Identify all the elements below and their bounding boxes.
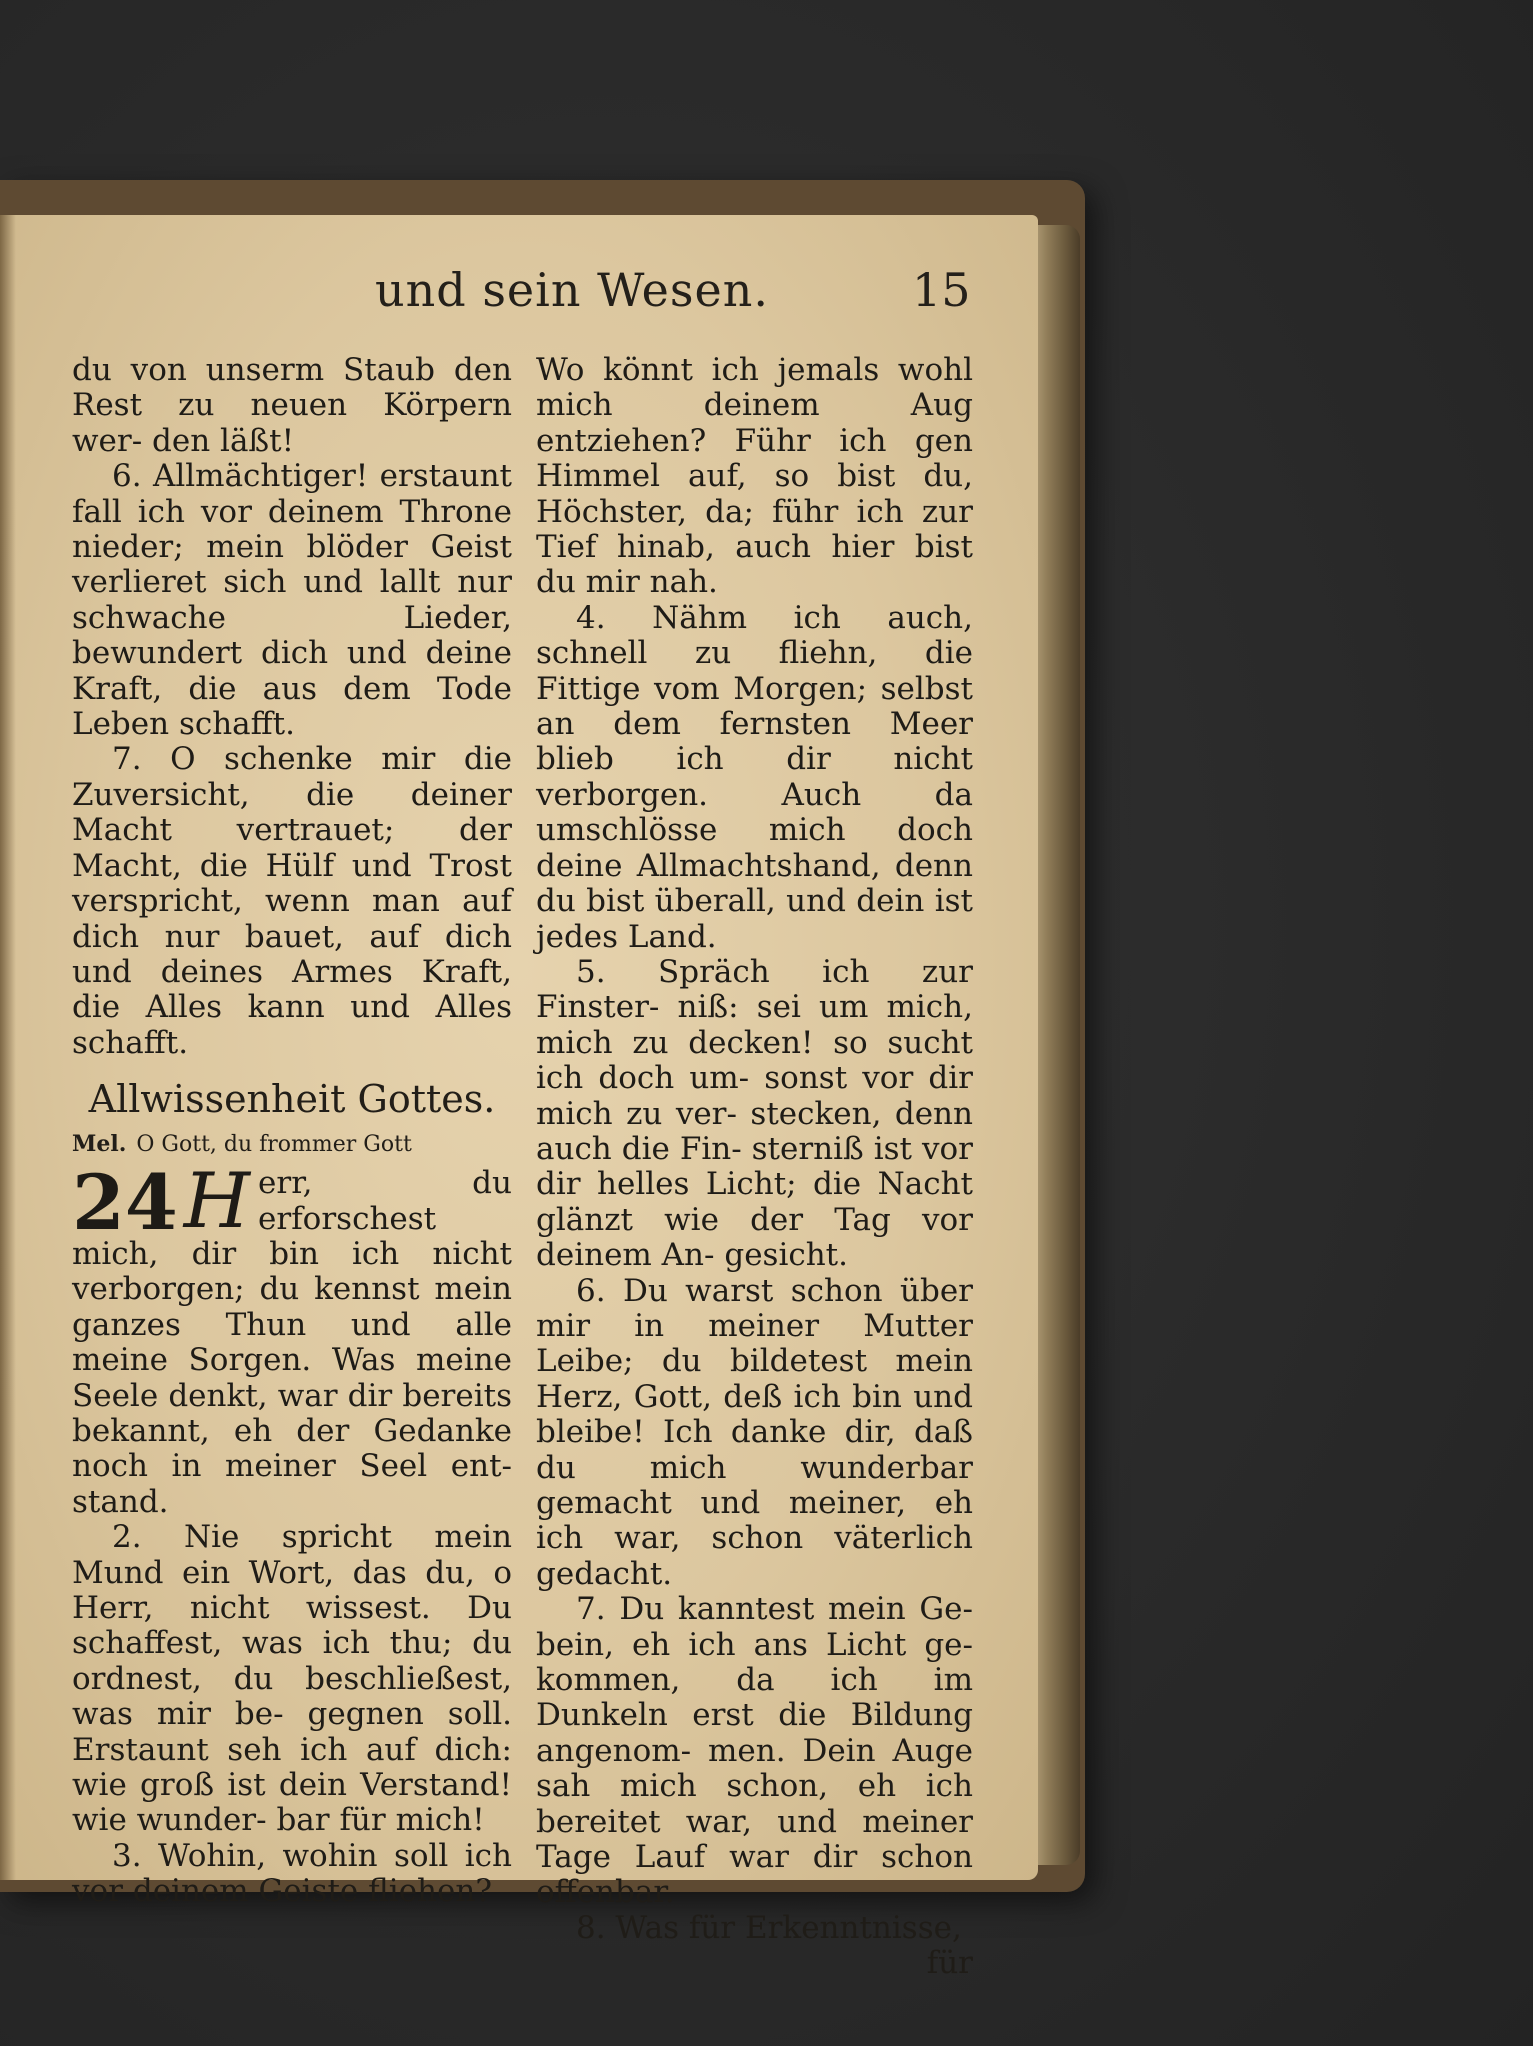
- verse-6: 6. Allmächtiger! erstaunt fall ich vor deinem Throne nieder; mein blöder Geist verlieret sich und lallt nur schwache Lieder, bewundert dich und deine Kraft, die aus dem Tode Leben schafft.: [72, 458, 512, 743]
- hymn-verse-3-continuation: Wo könnt ich jemals wohl mich deinem Aug entziehen? Führ ich gen Himmel auf, so bist du, Höchster, da; führ ich zur Tief hinab, auch hier bist du mir nah.: [536, 352, 973, 601]
- catchword: für: [926, 1945, 973, 1982]
- page-gutter: [0, 215, 16, 1880]
- section-heading: Allwissenheit Gottes.: [88, 1077, 496, 1122]
- hymn-verse-3: 3. Wohin, wohin soll ich vor deinem Geiste fliehen?: [72, 1837, 512, 1910]
- hymn-verse-1-text: err, du erforschest mich, dir bin ich nicht verborgen; du kennst mein ganzes Thun und alle meine Sorgen. Was meine Seele denkt, war dir bereits bekannt, eh der Gedanke noch in meiner Seel ent- stand.: [72, 1165, 512, 1520]
- hymn-verse-2: 2. Nie spricht mein Mund ein Wort, das du, o Herr, nicht wissest. Du schaffest, was ich thu; du ordnest, du beschließest, was mir be- gegnen soll. Erstaunt seh ich auf dich: wie groß ist dein Verstand! wie wunder- bar für mich!: [72, 1519, 512, 1839]
- hymn-verse-6: 6. Du warst schon über mir in meiner Mutter Leibe; du bildetest mein Herz, Gott, deß ich bin und bleibe! Ich danke dir, daß du mich wunderbar gemacht und meiner, eh ich war, schon väterlich gedacht.: [536, 1272, 973, 1592]
- melody-text: O Gott, du frommer Gott: [136, 1132, 412, 1158]
- book-page: [0, 215, 1038, 1982]
- verse-7: 7. O schenke mir die Zuversicht, die deiner Macht vertrauet; der Macht, die Hülf und Trost verspricht, wenn man auf dich nur bauet, auf dich und deines Armes Kraft, die Alles kann und Alles schafft.: [72, 741, 512, 1061]
- melody-label: Mel.: [72, 1131, 127, 1158]
- page-header: [0, 263, 1038, 333]
- hymn-verse-4: 4. Nähm ich auch, schnell zu fliehn, die Fittige vom Morgen; selbst an dem fernsten Meer blieb ich dir nicht verborgen. Auch da umschlösse mich doch deine Allmachtshand, denn du bist überall, und dein ist jedes Land.: [536, 599, 973, 955]
- page-number: 15: [912, 263, 971, 317]
- drop-cap-initial: H: [183, 1156, 251, 1246]
- hymn-verse-5: 5. Spräch ich zur Finster- niß: sei um mich, mich zu decken! so sucht ich doch um- sonst vor dir mich zu ver- stecken, denn auch die Fin- sterniß ist vor dir helles Licht; die Nacht glänzt wie der Tag vor deinem An- gesicht.: [536, 953, 973, 1274]
- hymn-verse-1: [72, 1156, 512, 1520]
- hymn-verse-8: 8. Was für Erkenntnisse,: [576, 1909, 962, 1946]
- hymn-number: 24: [72, 1158, 178, 1248]
- melody-line: [72, 1129, 512, 1160]
- verse-continuation: du von unserm Staub den Rest zu neuen Körpern wer- den läßt!: [72, 352, 512, 459]
- hymn-verse-7: 7. Du kanntest mein Ge- bein, eh ich ans Licht ge- kommen, da ich im Dunkeln erst die Bildung angenom- men. Dein Auge sah mich schon, eh ich bereitet war, und meiner Tage Lauf war dir schon offenbar.: [536, 1591, 973, 1911]
- right-column: [536, 353, 973, 1982]
- left-column: [72, 353, 512, 1910]
- running-title: und sein Wesen.: [375, 263, 769, 317]
